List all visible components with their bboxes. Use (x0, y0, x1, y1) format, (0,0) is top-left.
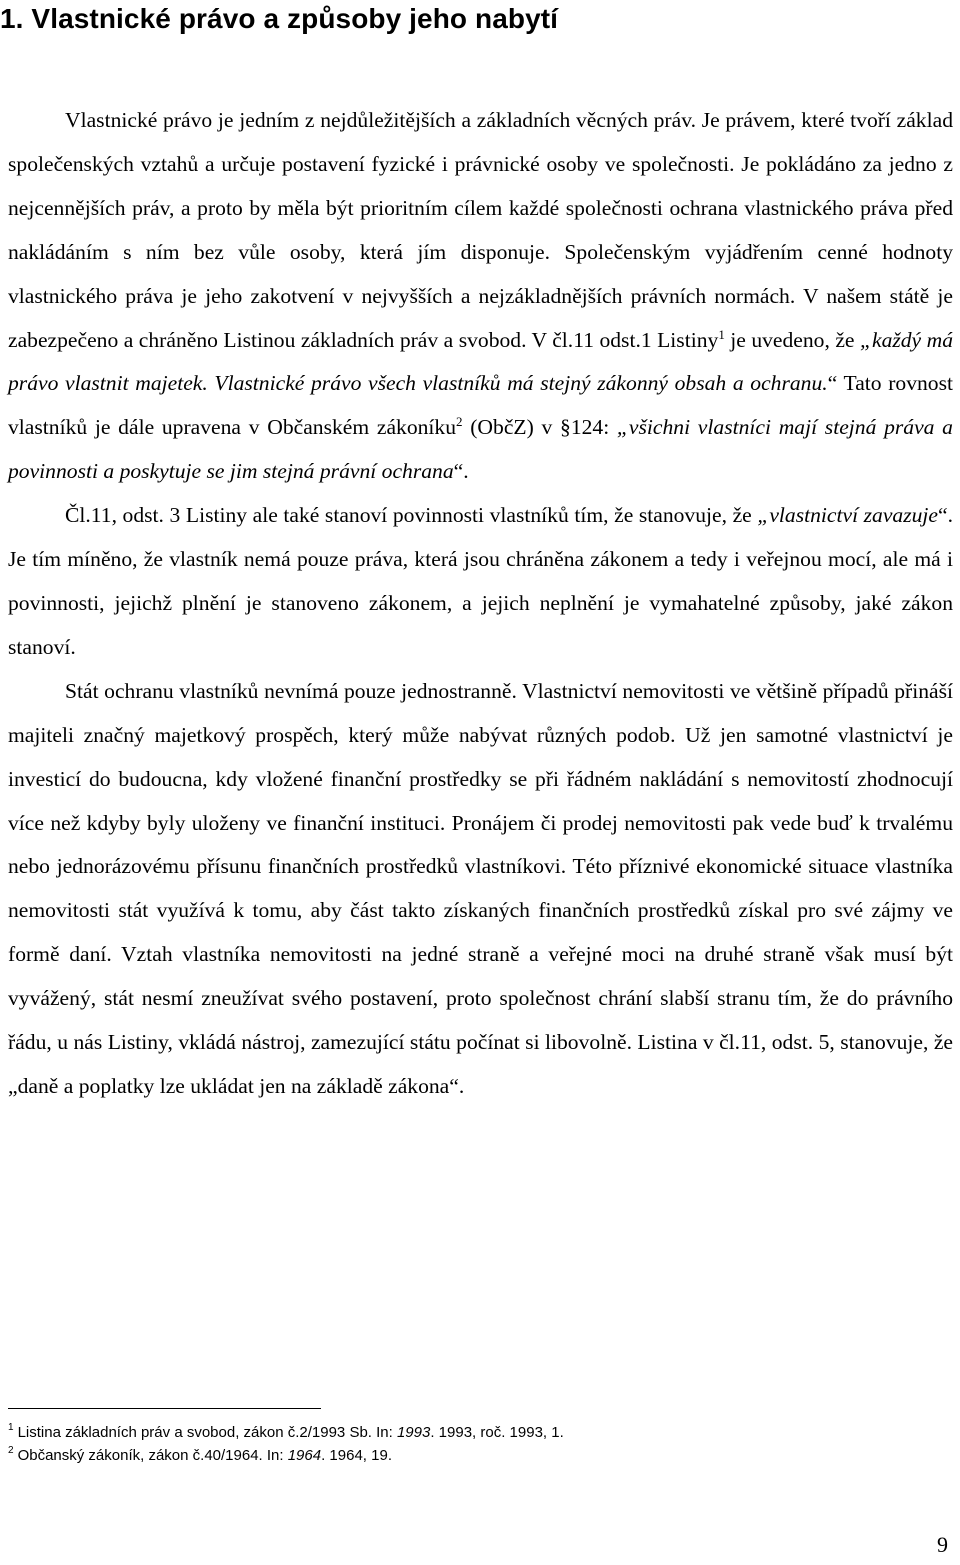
text-run: je uvedeno, že (724, 327, 860, 352)
footnotes (8, 1421, 908, 1467)
text-run: (ObčZ) v §124: (462, 415, 617, 440)
text-run: “ (827, 371, 838, 396)
footnote-1 (8, 1421, 908, 1444)
footnote-text: . 1964, 19. (321, 1447, 392, 1464)
footnote-year: 1993 (396, 1424, 431, 1441)
text-run: Vlastnické právo je jedním z nejdůležitějších a základních věcných práv. (65, 108, 696, 132)
page-heading: 1. Vlastnické právo a způsoby jeho nabytí (0, 3, 559, 34)
text-run: Tato rovnost vlastníků je dále upravena v Občanském zákoníku (8, 371, 953, 440)
text-run: Je právem, které tvoří základ společenských vztahů a určuje postavení fyzické i právnické osoby ve společnosti. (8, 108, 953, 176)
page-number: 9 (937, 1532, 948, 1557)
footnote-text: . 1993, roč. 1993, 1. (430, 1424, 564, 1441)
footnote-2 (8, 1444, 908, 1467)
paragraph-1 (8, 99, 953, 494)
footnote-separator (8, 1408, 321, 1409)
text-run: V našem státě je zabezpečeno a chráněno Listinou základních práv a svobod. (8, 283, 953, 352)
paragraph-3: Stát ochranu vlastníků nevnímá pouze jednostranně. Vlastnictví nemovitosti ve většině případů přináší majiteli značný majetkový prospěch, který může nabývat různých podob. Už jen samotné vlastnictví je investicí do budoucna, kdy vložené finanční prostředky se při řádném nakládání s nemovitostí zhodnocují více než kdyby byly uloženy ve finanční instituci. Pronájem či prodej nemovitosti pak vede buď k trvalému nebo jednorázovému přísunu finančních prostředků vlastníkovi. Této příznivé ekonomické situace vlastníka nemovitosti stát využívá k tomu, aby část takto získaných finančních prostředků získal pro své zájmy ve formě daní. Vztah vlastníka nemovitosti na jedné straně a veřejné moci na druhé straně však musí být vyvážený, stát nesmí zneužívat svého postavení, proto společnost chrání slabší stranu tím, že do právního řádu, u nás Listiny, vkládá nástroj, zamezující státu počínat si libovolně. Listina v čl.11, odst. 5, stanovuje, že „daně a poplatky lze ukládat jen na základě zákona“. (8, 678, 953, 1098)
quote-italic: Vlastnické právo všech vlastníků má stejný zákonný obsah a ochranu. (207, 371, 828, 396)
quote-italic: „vlastnictví zavazuje (757, 503, 939, 528)
text-run: “. Je tím míněno, že vlastník nemá pouze práva, která jsou chráněna zákonem a tedy i veřejnou mocí, ale má i povinnosti, jejichž plnění je stanoveno zákonem, a jejich neplnění je vymahatelné způsoby, jaké zákon stanoví. (8, 503, 953, 659)
text-run: “. (453, 459, 469, 484)
text-run: V čl.11 odst.1 Listiny (526, 327, 719, 352)
quote-italic: „každý má právo vlastnit majetek. (8, 327, 953, 396)
quote-italic: „všichni vlastníci mají stejná práva a povinnosti a poskytuje se jim stejná právní ochrana (8, 415, 953, 484)
text-run: Je pokládáno za jedno z nejcennějších práv, a proto by měla být prioritním cílem každé společnosti ochrana vlastnického práva před nakládáním s ním bez vůle osoby, která jím disponuje. (8, 151, 953, 264)
footnote-mark: 1 (8, 1422, 14, 1433)
footnote-ref-2[interactable]: 2 (456, 414, 463, 430)
footnote-year: 1964 (287, 1447, 322, 1464)
footnote-ref-1[interactable]: 1 (718, 326, 725, 342)
text-run: Společenským vyjádřením cenné hodnoty vlastnického práva je jeho zakotvení v nejvyšších a nejzákladnějších právních normách. (8, 239, 953, 308)
footnote-mark: 2 (8, 1445, 14, 1456)
text-run: Čl.11, odst. 3 Listiny ale také stanoví povinnosti vlastníků tím, že stanovuje, že (65, 503, 758, 528)
document-body (8, 99, 953, 1109)
paragraph-2 (8, 494, 953, 670)
footnote-text: Občanský zákoník, zákon č.40/1964. In: (17, 1447, 288, 1464)
footnote-text: Listina základních práv a svobod, zákon č.2/1993 Sb. In: (17, 1424, 397, 1441)
